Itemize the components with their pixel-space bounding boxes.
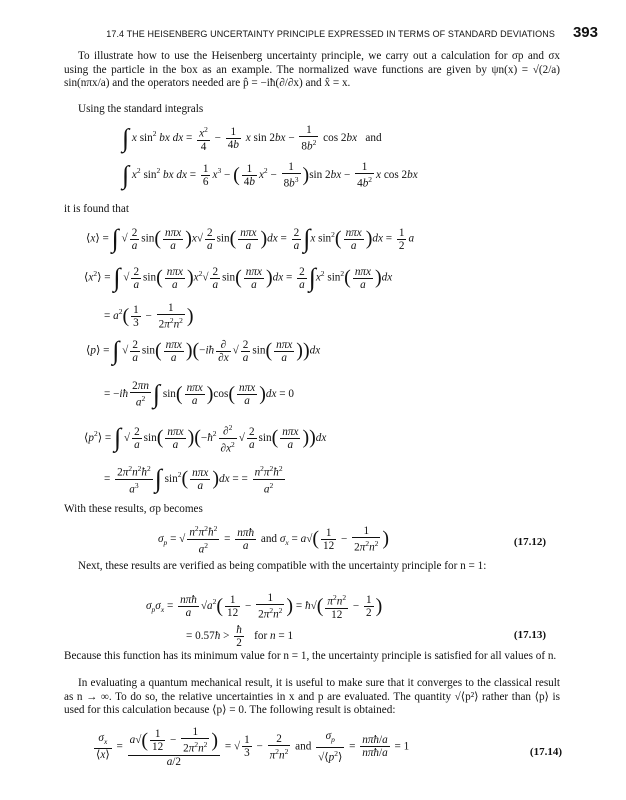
paragraph-standard-integrals: Using the standard integrals xyxy=(78,103,204,115)
equation-product-result: = 0.57ħ > $\frac{ħ}{2}$ for n = 1 xyxy=(186,624,294,649)
equation-p2-result: = $\frac{2\pi^2n^2ħ^2}{a^3}$ ∫ $\sin^2$( $\frac{\text{nπx}}{a}$ )dx = = $\frac{n^2\pi^2ħ^2}{a^2}$ xyxy=(104,464,283,496)
paragraph-intro: To illustrate how to use the Heisenberg uncertainty principle, we carry out a calculation for σp and σx using the particle in the box as an example. The normalized wave functions are given by ψn(x) = √(2/a) sin(nπx/a) and the operators needed are p̂ = −iħ(∂/∂x) and x̂ = x. xyxy=(64,50,560,90)
equation-number-17-12: (17.12) xyxy=(513,536,546,548)
equation-product: $\sigma_p\sigma_x$ = $\frac{\text{nπħ}}{a}$ $√a^2$( $\frac{1}{12}$ − $\frac{1}{2\pi^2n^2}$ ) = ħ√( $\frac{\pi^2n^2}{12}$ − $\frac{1}{2}$ ) xyxy=(146,592,383,621)
equation-number-17-14: (17.14) xyxy=(529,746,562,758)
equation-integral-1: ∫ x $\sin^2$ bx dx = $\frac{x^2}{4}$ − $\frac{1}{4b}$ x sin 2bx − $\frac{1}{8b^2}$ cos 2bx and xyxy=(122,123,382,153)
equation-p2-average: $⟨p^2⟩$ = ∫ √ $\frac{2}{a}$ sin( $\frac{\text{nπx}}{a}$ )($-ħ^2$ $\frac{\partial^2}{\partial x^2}$ √ $\frac{2}{a}$ sin( $\frac{\text{nπx}}{a}$ ))dx xyxy=(84,423,327,455)
equation-x2-result: = $a^2$( $\frac{1}{3}$ − $\frac{1}{2\pi^2n^2}$ ) xyxy=(104,302,194,331)
equation-x-average: ⟨x⟩ = ∫ √ $\frac{2}{a}$ sin( $\frac{\text{nπx}}{a}$ )x√ $\frac{2}{a}$ sin( $\frac{\text{nπx}}{a}$ )dx = $\frac{2}{a}$ ∫x $\sin^2$( $\frac{\text{nπx}}{a}$ )dx = $\frac{1}{2}$ a xyxy=(86,224,415,253)
equation-p-average: ⟨p⟩ = ∫ √ $\frac{2}{a}$ sin( $\frac{\text{nπx}}{a}$ )(−iħ $\frac{\partial}{\partial x}$ √ $\frac{2}{a}$ sin( $\frac{\text{nπx}}{a}$ ))dx xyxy=(86,336,321,365)
paragraph-classical: In evaluating a quantum mechanical result, it is useful to make sure that it converges to the classical result as n → ∞. To do so, the relative uncertainties in x and p are evaluated. The quantity √⟨p²⟩ rather than ⟨p⟩ is used for this calculation because ⟨p⟩ = 0. The following result is obtained: xyxy=(64,677,560,717)
running-title: 17.4 THE HEISENBERG UNCERTAINTY PRINCIPLE EXPRESSED IN TERMS OF STANDARD DEVIATIONS xyxy=(106,29,555,39)
paragraph-minimum: Because this function has its minimum value for n = 1, the uncertainty principle is satisfied for all values of n. xyxy=(64,650,557,662)
equation-p-result: = −iħ $\frac{2\pi n}{a^2}$ ∫ sin( $\frac{\text{nπx}}{a}$ )cos( $\frac{\text{nπx}}{a}$ )dx = 0 xyxy=(104,379,294,409)
equation-integral-2: ∫ $x^2$ $\sin^2$ bx dx = $\frac{1}{6}$ $x^3$ − ( $\frac{1}{4b}$ $x^2$ − $\frac{1}{8b^3}$ )sin 2bx − $\frac{1}{4b^2}$ x cos 2bx xyxy=(122,160,418,190)
equation-number-17-13: (17.13) xyxy=(513,629,546,641)
equation-x2-average: $⟨x^2⟩$ = ∫ √ $\frac{2}{a}$ sin( $\frac{\text{nπx}}{a}$ )$x^2√$ $\frac{2}{a}$ sin( $\frac{\text{nπx}}{a}$ )dx = $\frac{2}{a}$ $\int x^2$ $\sin^2$( $\frac{\text{nπx}}{a}$ )dx xyxy=(84,263,393,292)
page-number: 393 xyxy=(572,24,598,41)
paragraph-verify: Next, these results are verified as being compatible with the uncertainty principle for n = 1: xyxy=(78,560,487,572)
equation-relative: $\frac{\sigma_x}{⟨x⟩}$ = a√( $\frac{1}{12}$ − $\frac{1}{2\pi^2n^2}$ ) a/2 = √ $\frac{1}{3}$ − $\frac{2}{\pi^2n^2}$ and $\frac{\sigma_p}{√⟨p^2⟩}$ = $\frac{\text{nπħ/a}}{\text{nπħ/a}}$ = 1 xyxy=(96,726,410,768)
paragraph-sigma-p: With these results, σp becomes xyxy=(64,503,203,515)
equation-sigma: $\sigma_p$ = √ $\frac{n^2\pi^2ħ^2}{a^2}$ = $\frac{\text{nπħ}}{a}$ and $\sigma_x = a√$( $\frac{1}{12}$ − $\frac{1}{2\pi^2n^2}$ ) xyxy=(158,524,390,556)
running-header xyxy=(40,24,598,41)
paragraph-found: it is found that xyxy=(64,203,129,215)
